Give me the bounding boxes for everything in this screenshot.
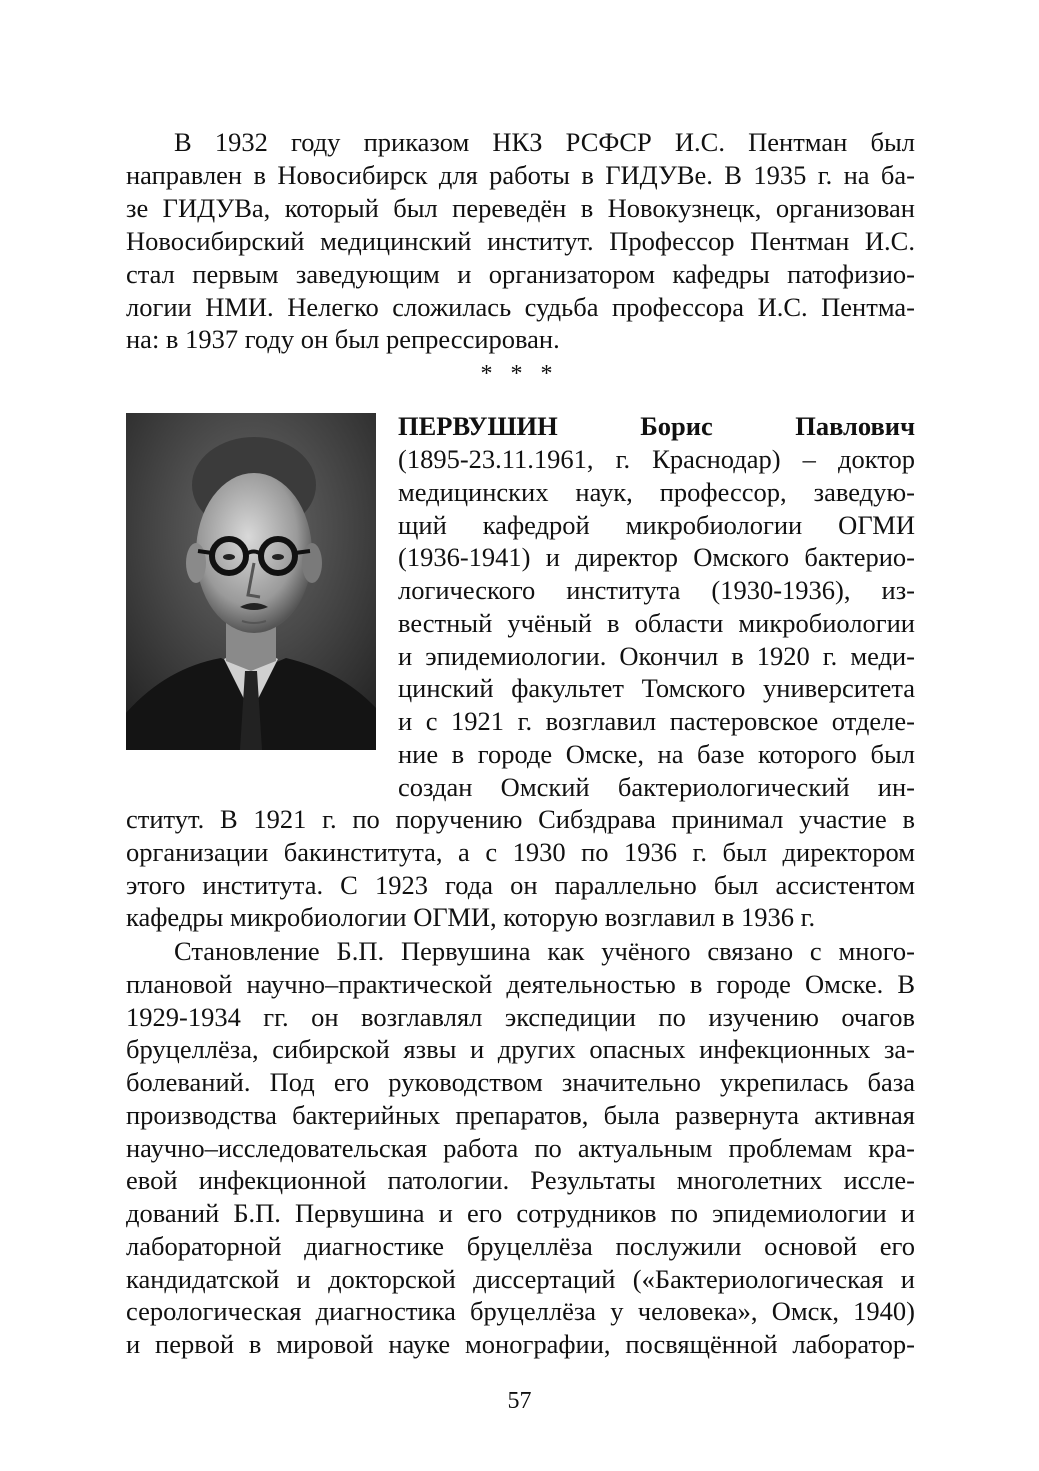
text-line: научно–исследовательская работа по актуальным проблемам кра- (126, 1133, 915, 1163)
text-line: лабораторной диагностике бруцеллёза послужили основой его (126, 1231, 915, 1261)
text-line: и с 1921 г. возглавил пастеровское отделе- (398, 706, 915, 736)
text-line: кафедры микробиологии ОГМИ, которую возглавил в 1936 г. (126, 902, 816, 932)
text-line: и первой в мировой науке монографии, посвящённой лаборатор- (126, 1329, 915, 1359)
text-line: кандидатской и докторской диссертаций («Бактериологическая и (126, 1264, 915, 1294)
page-number: 57 (507, 1388, 532, 1414)
text-line: Новосибирский медицинский институт. Профессор Пентман И.С. (126, 226, 915, 256)
text-line: дований Б.П. Первушина и его сотрудников по эпидемиологии и (126, 1198, 915, 1228)
text-line: производства бактерийных препаратов, была развернута активная (126, 1100, 915, 1130)
text-line: ститут. В 1921 г. по поручению Сибздрава принимал участие в (126, 804, 915, 834)
text-line: (1936-1941) и директор Омского бактерио- (398, 542, 915, 572)
text-line: евой инфекционной патологии. Результаты многолетних иссле- (126, 1165, 915, 1195)
bio-patronymic: Павлович (795, 411, 915, 441)
text-line: вестный учёный в области микробиологии (398, 608, 915, 638)
bio-name-line (398, 410, 915, 442)
section-separator: * * * (480, 361, 559, 387)
text-line: на: в 1937 году он был репрессирован. (126, 324, 560, 354)
text-line: ние в городе Омске, на базе которого был (398, 739, 915, 769)
text-line: зе ГИДУВа, который был переведён в Новокузнецк, организован (126, 193, 915, 223)
portrait-photo (126, 413, 376, 750)
text-line: Становление Б.П. Первушина как учёного связано с много- (174, 936, 915, 966)
text-line: создан Омский бактериологический ин- (398, 772, 915, 802)
text-line: стал первым заведующим и организатором кафедры патофизио- (126, 259, 915, 289)
text-line: щий кафедрой микробиологии ОГМИ (398, 510, 915, 540)
text-line: (1895-23.11.1961, г. Краснодар) – доктор (398, 444, 915, 474)
text-line: бруцеллёза, сибирской язвы и других опасных инфекционных за- (126, 1034, 915, 1064)
text-line: плановой научно–практической деятельностью в городе Омске. В (126, 969, 915, 999)
text-line: и эпидемиологии. Окончил в 1920 г. меди- (398, 641, 915, 671)
text-line: медицинских наук, профессор, заведую- (398, 477, 915, 507)
text-line: логического института (1930-1936), из- (398, 575, 915, 605)
bio-surname: ПЕРВУШИН (398, 411, 558, 441)
text-line: 1929-1934 гг. он возглавлял экспедиции по изучению очагов (126, 1002, 915, 1032)
text-line: организации бакинститута, а с 1930 по 1936 г. был директором (126, 837, 915, 867)
text-line: этого института. С 1923 года он параллельно был ассистентом (126, 870, 915, 900)
text-line: В 1932 году приказом НКЗ РСФСР И.С. Пентман был (174, 127, 915, 157)
text-line: серологическая диагностика бруцеллёза у человека», Омск, 1940) (126, 1296, 915, 1326)
text-line: логии НМИ. Нелегко сложилась судьба профессора И.С. Пентма- (126, 292, 915, 322)
text-line: болеваний. Под его руководством значительно укрепилась база (126, 1067, 915, 1097)
text-line: направлен в Новосибирск для работы в ГИДУВе. В 1935 г. на ба- (126, 160, 915, 190)
text-line: цинский факультет Томского университета (398, 673, 915, 703)
bio-first-name: Борис (640, 411, 713, 441)
